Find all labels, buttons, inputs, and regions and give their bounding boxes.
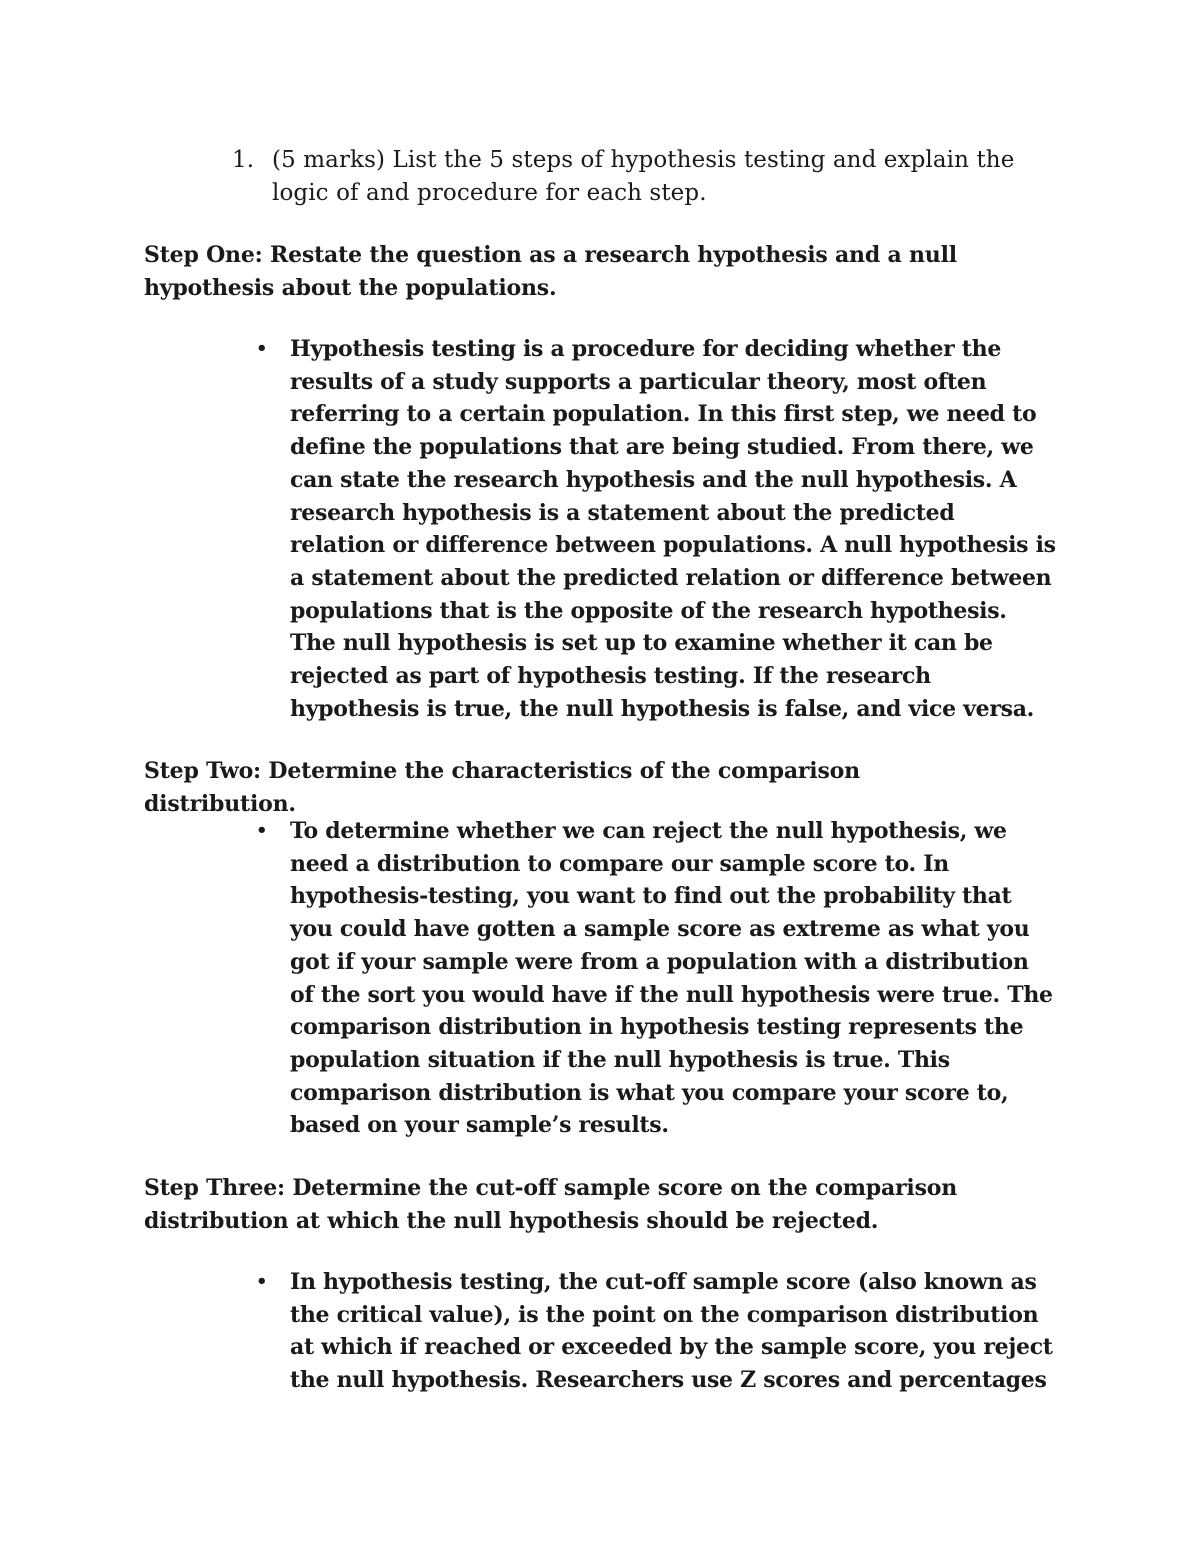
step-one-bullet	[256, 333, 1056, 725]
bullet-icon: •	[256, 1271, 268, 1292]
step-two-bullet	[256, 815, 1056, 1142]
step-three-bullet	[256, 1266, 1056, 1397]
step-one-heading: Step One: Restate the question as a research hypothesis and a null hypothesis about the populations.	[144, 242, 957, 301]
step-three-bullet-text: In hypothesis testing, the cut-off sample score (also known as the critical value), is the point on the comparison distribution at which if reached or exceeded by the sample score, you reject the null hypothesis. Researchers use Z scores and percentages	[290, 1269, 1053, 1394]
question-text: (5 marks) List the 5 steps of hypothesis testing and explain the logic of and procedure for each step.	[272, 147, 1015, 206]
step-three-heading: Step Three: Determine the cut-off sample score on the comparison distribution at which the null hypothesis should be rejected.	[144, 1175, 958, 1234]
bullet-icon: •	[256, 338, 268, 359]
step-two-heading: Step Two: Determine the characteristics of the comparison distribution.	[144, 758, 860, 817]
question-item	[232, 144, 1062, 210]
step-one-bullet-text: Hypothesis testing is a procedure for deciding whether the results of a study supports a particular theory, most often referring to a certain population. In this first step, we need to define the populations that are being studied. From there, we can state the research hypothesis and the null hypothesis. A research hypothesis is a statement about the predicted relation or difference between populations. A null hypothesis is a statement about the predicted relation or difference between populations that is the opposite of the research hypothesis. The null hypothesis is set up to examine whether it can be rejected as part of hypothesis testing. If the research hypothesis is true, the null hypothesis is false, and vice versa.	[290, 336, 1056, 722]
question-number: 1.	[232, 147, 255, 173]
step-two-bullet-text: To determine whether we can reject the null hypothesis, we need a distribution to compare our sample score to. In hypothesis-testing, you want to find out the probability that you could have gotten a sample score as extreme as what you got if your sample were from a population with a distribution of the sort you would have if the null hypothesis were true. The comparison distribution in hypothesis testing represents the population situation if the null hypothesis is true. This comparison distribution is what you compare your score to, based on your sample’s results.	[290, 818, 1053, 1139]
bullet-icon: •	[256, 820, 268, 841]
